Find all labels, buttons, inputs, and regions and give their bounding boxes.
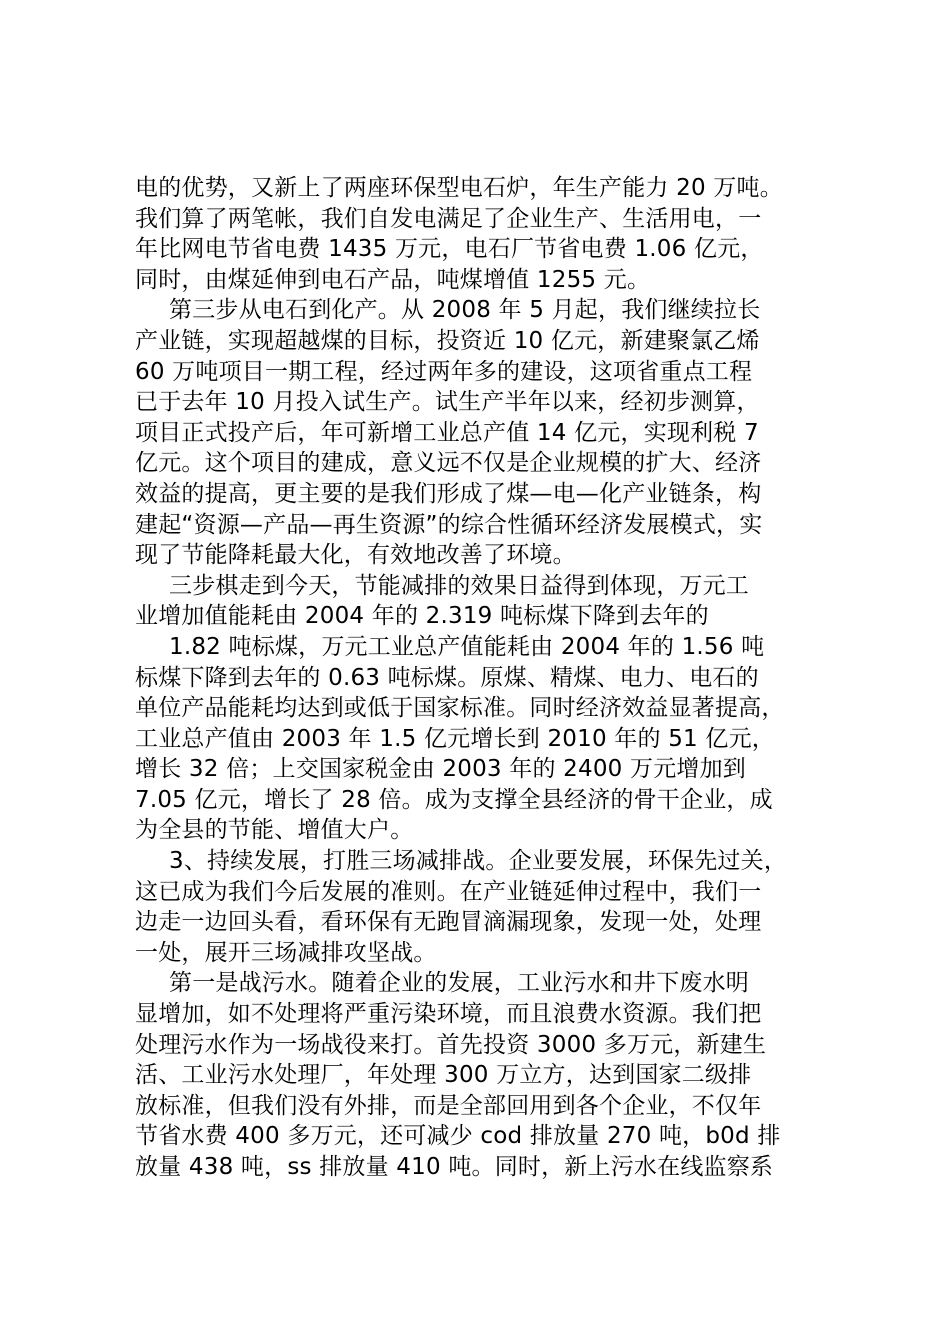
text-line: 同时，由煤延伸到电石产品，吨煤增值 1255 元。 bbox=[135, 266, 651, 293]
text-line: 工业总产值由 2003 年 1.5 亿元增长到 2010 年的 51 亿元， bbox=[135, 725, 775, 752]
text-line: 标煤下降到去年的 0.63 吨标煤。原煤、精煤、电力、电石的 bbox=[135, 664, 759, 691]
text-line: 年比网电节省电费 1435 万元，电石厂节省电费 1.06 亿元， bbox=[135, 236, 764, 263]
text-line: 放标准，但我们没有外排，而是全部回用到各个企业，不仅年 bbox=[135, 1092, 762, 1119]
text-line: 第三步从电石到化产。从 2008 年 5 月起，我们继续拉长 bbox=[169, 297, 761, 324]
text-line: 放量 438 吨，ss 排放量 410 吨。同时，新上污水在线监察系 bbox=[135, 1154, 774, 1180]
text-line: 现了节能降耗最大化，有效地改善了环境。 bbox=[135, 542, 576, 569]
text-line: 我们算了两笔帐，我们自发电满足了企业生产、生活用电，一 bbox=[135, 205, 762, 232]
text-line: 亿元。这个项目的建成，意义远不仅是企业规模的扩大、经济 bbox=[135, 450, 762, 477]
text-line: 业增加值能耗由 2004 年的 2.319 吨标煤下降到去年的 bbox=[135, 603, 709, 630]
text-line: 60 万吨项目一期工程，经过两年多的建设，这项省重点工程 bbox=[135, 358, 753, 385]
text-line: 效益的提高，更主要的是我们形成了煤—电—化产业链条，构 bbox=[135, 480, 762, 507]
text-line: 一处，展开三场减排攻坚战。 bbox=[135, 939, 437, 966]
text-line: 项目正式投产后，年可新增工业总产值 14 亿元，实现利税 7 bbox=[135, 419, 759, 446]
text-line: 节省水费 400 多万元，还可减少 cod 排放量 270 吨，b0d 排 bbox=[135, 1123, 781, 1150]
text-line: 三步棋走到今天，节能减排的效果日益得到体现，万元工 bbox=[169, 572, 749, 599]
text-line: 产业链，实现超越煤的目标，投资近 10 亿元，新建聚氯乙烯 bbox=[135, 327, 760, 354]
text-line: 显增加，如不处理将严重污染环境，而且浪费水资源。我们把 bbox=[135, 1001, 762, 1028]
text-line: 边走一边回头看，看环保有无跑冒滴漏现象，发现一处，处理 bbox=[135, 909, 762, 936]
body-text bbox=[135, 173, 847, 1183]
text-line: 处理污水作为一场战役来打。首先投资 3000 多万元，新建生 bbox=[135, 1031, 767, 1058]
text-line: 电的优势，又新上了两座环保型电石炉，年生产能力 20 万吨。 bbox=[135, 175, 783, 201]
text-line: 1.82 吨标煤，万元工业总产值能耗由 2004 年的 1.56 吨 bbox=[169, 633, 765, 660]
text-line: 7.05 亿元，增长了 28 倍。成为支撑全县经济的骨干企业，成 bbox=[135, 786, 773, 813]
text-line: 为全县的节能、增值大户。 bbox=[135, 817, 414, 844]
text-line: 建起“资源—产品—再生资源”的综合性循环经济发展模式，实 bbox=[135, 511, 763, 538]
text-line: 第一是战污水。随着企业的发展，工业污水和井下废水明 bbox=[169, 970, 749, 997]
text-line: 已于去年 10 月投入试生产。试生产半年以来，经初步测算， bbox=[135, 389, 760, 416]
text-line: 3、持续发展，打胜三场减排战。企业要发展，环保先过关， bbox=[169, 848, 788, 875]
text-line: 单位产品能耗均达到或低于国家标准。同时经济效益显著提高， bbox=[135, 695, 785, 722]
text-line: 增长 32 倍；上交国家税金由 2003 年的 2400 万元增加到 bbox=[135, 756, 746, 783]
text-line: 这已成为我们今后发展的准则。在产业链延伸过程中，我们一 bbox=[135, 878, 762, 905]
text-line: 活、工业污水处理厂，年处理 300 万立方，达到国家二级排 bbox=[135, 1062, 752, 1089]
